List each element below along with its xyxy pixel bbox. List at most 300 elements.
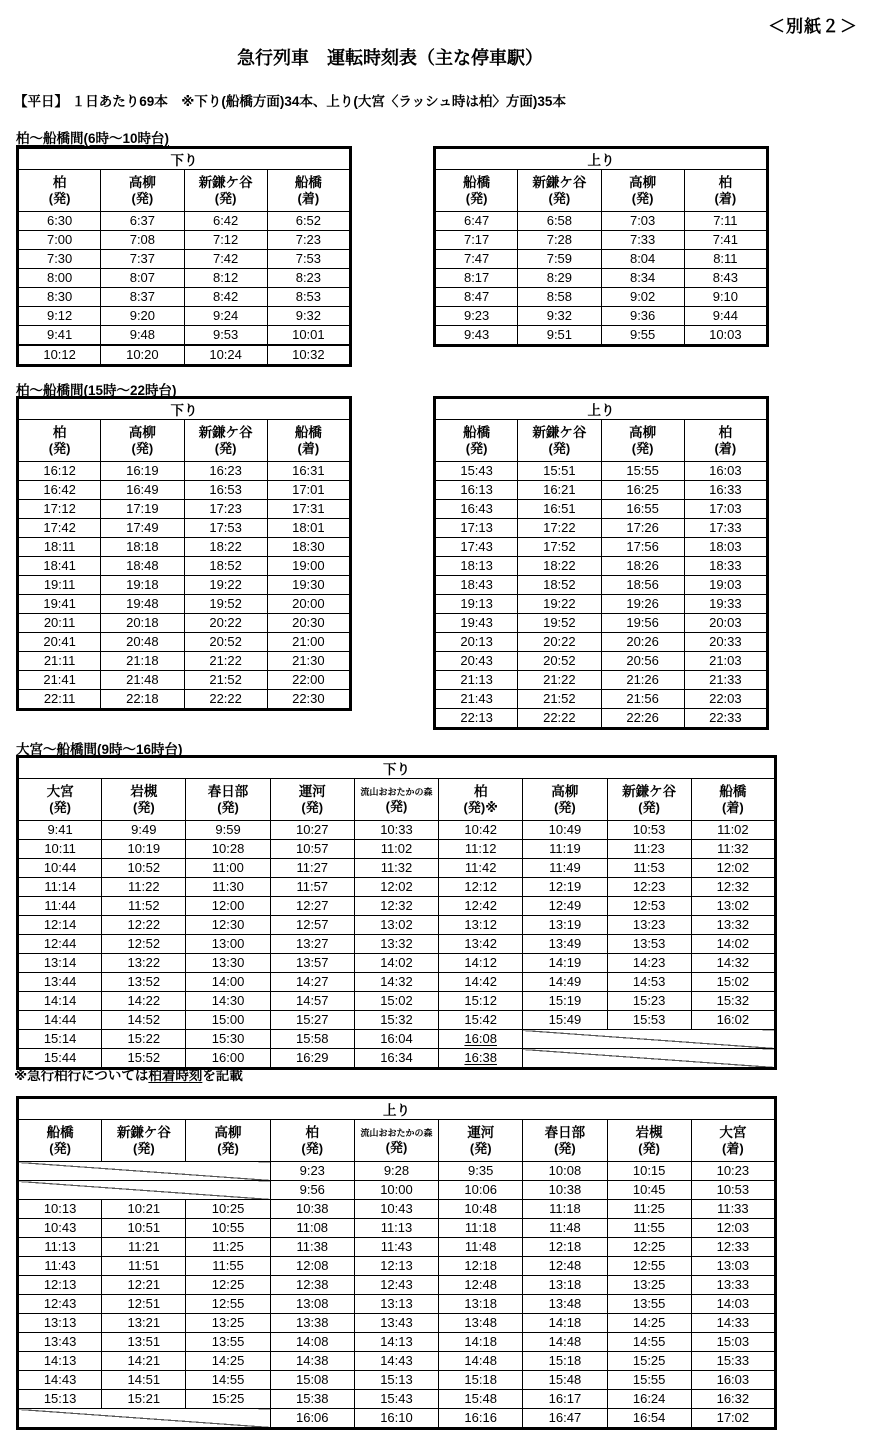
timetable-row bbox=[18, 269, 351, 288]
time-cell: 14:43 bbox=[18, 1371, 102, 1390]
time-cell: 15:13 bbox=[354, 1371, 438, 1390]
time-cell: 14:13 bbox=[18, 1352, 102, 1371]
time-cell: 7:42 bbox=[184, 250, 267, 269]
time-cell: 11:08 bbox=[270, 1219, 354, 1238]
time-cell: 12:22 bbox=[102, 916, 186, 935]
time-cell: 12:25 bbox=[607, 1238, 691, 1257]
station-name: 運河 bbox=[298, 783, 326, 799]
timetable-row bbox=[18, 614, 351, 633]
station-name: 岩槻 bbox=[635, 1124, 663, 1140]
time-cell: 21:13 bbox=[435, 671, 518, 690]
time-cell: 12:19 bbox=[523, 878, 607, 897]
time-cell: 11:13 bbox=[354, 1219, 438, 1238]
time-cell: 14:02 bbox=[354, 954, 438, 973]
time-cell: 13:13 bbox=[18, 1314, 102, 1333]
timetable-row bbox=[18, 859, 776, 878]
time-cell: 21:43 bbox=[435, 690, 518, 709]
time-cell: 11:48 bbox=[523, 1219, 607, 1238]
direction-header: 下り bbox=[18, 757, 776, 779]
time-cell: 10:24 bbox=[184, 345, 267, 366]
station-header bbox=[691, 779, 775, 821]
time-cell: 10:53 bbox=[607, 821, 691, 840]
time-cell: 10:48 bbox=[439, 1200, 523, 1219]
station-name: 大宮 bbox=[46, 783, 74, 799]
time-cell: 19:56 bbox=[601, 614, 684, 633]
time-cell: 8:04 bbox=[601, 250, 684, 269]
station-header bbox=[435, 420, 518, 462]
station-name: 高柳 bbox=[128, 174, 156, 190]
station-dep-arr-note: (発) bbox=[548, 441, 571, 457]
station-name: 柏 bbox=[305, 1124, 320, 1140]
time-cell: 8:30 bbox=[18, 288, 101, 307]
time-cell: 22:18 bbox=[101, 690, 184, 710]
time-cell: 20:33 bbox=[684, 633, 767, 652]
time-cell: 11:00 bbox=[186, 859, 270, 878]
time-cell: 12:33 bbox=[691, 1238, 775, 1257]
station-name: 春日部 bbox=[207, 783, 249, 799]
time-cell: 8:11 bbox=[684, 250, 767, 269]
kashiwa-arrival-note bbox=[14, 1064, 243, 1084]
time-cell: 17:53 bbox=[184, 519, 267, 538]
time-cell: 10:19 bbox=[102, 840, 186, 859]
timetable-row bbox=[435, 288, 768, 307]
time-cell: 13:55 bbox=[607, 1295, 691, 1314]
time-cell: 15:21 bbox=[102, 1390, 186, 1409]
time-cell: 12:02 bbox=[691, 859, 775, 878]
time-cell: 20:22 bbox=[184, 614, 267, 633]
time-cell: 11:52 bbox=[102, 897, 186, 916]
station-dep-arr-note: (着) bbox=[297, 441, 320, 457]
time-cell: 9:55 bbox=[601, 326, 684, 346]
station-name: 流山おおたかの森 bbox=[360, 786, 433, 797]
timetable-row bbox=[435, 269, 768, 288]
station-name: 船橋 bbox=[46, 1124, 74, 1140]
time-cell: 11:21 bbox=[102, 1238, 186, 1257]
time-cell: 18:30 bbox=[267, 538, 350, 557]
time-cell: 11:25 bbox=[186, 1238, 270, 1257]
time-cell: 9:41 bbox=[18, 326, 101, 346]
station-dep-arr-note: (発) bbox=[465, 191, 488, 207]
kashiwa-arrival-time-cell: 16:38 bbox=[439, 1049, 523, 1069]
time-cell: 10:55 bbox=[186, 1219, 270, 1238]
time-cell: 15:48 bbox=[523, 1371, 607, 1390]
station-name: 船橋 bbox=[294, 174, 322, 190]
timetable-row bbox=[435, 690, 768, 709]
time-cell: 15:27 bbox=[270, 1011, 354, 1030]
time-cell: 11:33 bbox=[691, 1200, 775, 1219]
time-cell: 21:52 bbox=[518, 690, 601, 709]
time-cell: 14:42 bbox=[439, 973, 523, 992]
time-cell: 17:01 bbox=[267, 481, 350, 500]
station-dep-arr-note: (発) bbox=[631, 441, 654, 457]
station-dep-arr-note: (着) bbox=[714, 441, 737, 457]
note-prefix: ※急行柏行については bbox=[14, 1068, 149, 1083]
time-cell: 20:43 bbox=[435, 652, 518, 671]
station-name: 新鎌ケ谷 bbox=[198, 174, 253, 190]
station-header bbox=[102, 779, 186, 821]
timetable-row bbox=[435, 250, 768, 269]
time-cell: 22:22 bbox=[184, 690, 267, 710]
time-cell: 11:23 bbox=[607, 840, 691, 859]
time-cell: 21:03 bbox=[684, 652, 767, 671]
time-cell: 20:48 bbox=[101, 633, 184, 652]
time-cell: 8:53 bbox=[267, 288, 350, 307]
kashiwa-arrival-time-cell: 16:08 bbox=[439, 1030, 523, 1049]
station-name: 新鎌ケ谷 bbox=[198, 424, 253, 440]
time-cell: 16:24 bbox=[607, 1390, 691, 1409]
time-cell: 10:43 bbox=[18, 1219, 102, 1238]
time-cell: 11:55 bbox=[186, 1257, 270, 1276]
station-header bbox=[101, 170, 184, 212]
station-name: 柏 bbox=[718, 424, 733, 440]
time-cell: 6:58 bbox=[518, 212, 601, 231]
time-cell: 11:38 bbox=[270, 1238, 354, 1257]
time-cell: 19:13 bbox=[435, 595, 518, 614]
station-dep-arr-note: (発) bbox=[469, 1141, 492, 1157]
time-cell: 8:58 bbox=[518, 288, 601, 307]
timetable-row bbox=[18, 1409, 776, 1429]
timetable-row bbox=[18, 1181, 776, 1200]
timetable-row bbox=[18, 973, 776, 992]
timetable-row bbox=[435, 671, 768, 690]
station-dep-arr-note: (発) bbox=[49, 1141, 71, 1157]
station-name: 柏 bbox=[52, 174, 67, 190]
time-cell: 15:58 bbox=[270, 1030, 354, 1049]
time-cell: 15:52 bbox=[102, 1049, 186, 1069]
timetable-row bbox=[18, 935, 776, 954]
time-cell: 10:23 bbox=[691, 1162, 775, 1181]
time-cell: 17:13 bbox=[435, 519, 518, 538]
timetable-row bbox=[18, 1371, 776, 1390]
timetable-row bbox=[18, 288, 351, 307]
station-name: 新鎌ケ谷 bbox=[532, 424, 587, 440]
time-cell: 15:08 bbox=[270, 1371, 354, 1390]
time-cell: 18:11 bbox=[18, 538, 101, 557]
station-header bbox=[270, 779, 354, 821]
time-cell: 11:53 bbox=[607, 859, 691, 878]
time-cell: 15:12 bbox=[439, 992, 523, 1011]
time-cell: 19:52 bbox=[518, 614, 601, 633]
time-cell: 9:23 bbox=[270, 1162, 354, 1181]
time-cell: 10:06 bbox=[439, 1181, 523, 1200]
time-cell: 12:08 bbox=[270, 1257, 354, 1276]
time-cell: 9:35 bbox=[439, 1162, 523, 1181]
time-cell: 19:41 bbox=[18, 595, 101, 614]
time-cell: 18:41 bbox=[18, 557, 101, 576]
time-cell: 15:18 bbox=[523, 1352, 607, 1371]
time-cell: 14:03 bbox=[691, 1295, 775, 1314]
time-cell: 16:21 bbox=[518, 481, 601, 500]
time-cell: 16:49 bbox=[101, 481, 184, 500]
time-cell: 13:03 bbox=[691, 1257, 775, 1276]
section-label-omiya-funabashi: 大宮～船橋間(9時～16時台) bbox=[16, 742, 183, 757]
station-dep-arr-note: (着) bbox=[722, 800, 744, 816]
time-cell: 11:57 bbox=[270, 878, 354, 897]
time-cell: 8:37 bbox=[101, 288, 184, 307]
time-cell: 15:55 bbox=[607, 1371, 691, 1390]
station-dep-arr-note: (発) bbox=[131, 441, 154, 457]
time-cell: 15:13 bbox=[18, 1390, 102, 1409]
time-cell: 11:02 bbox=[354, 840, 438, 859]
timetable-row bbox=[18, 1314, 776, 1333]
time-cell: 9:10 bbox=[684, 288, 767, 307]
station-dep-arr-note: (発) bbox=[132, 1141, 155, 1157]
timetable-row bbox=[18, 595, 351, 614]
time-cell: 13:43 bbox=[354, 1314, 438, 1333]
time-cell: 21:22 bbox=[184, 652, 267, 671]
attachment-tag: ＜別紙２＞ bbox=[768, 17, 858, 36]
timetable-row bbox=[18, 519, 351, 538]
time-cell: 12:23 bbox=[607, 878, 691, 897]
time-cell: 14:38 bbox=[270, 1352, 354, 1371]
time-cell: 11:02 bbox=[691, 821, 775, 840]
no-service-slash-cell bbox=[523, 1049, 776, 1069]
time-cell: 12:21 bbox=[102, 1276, 186, 1295]
time-cell: 20:22 bbox=[518, 633, 601, 652]
time-cell: 9:02 bbox=[601, 288, 684, 307]
time-cell: 9:24 bbox=[184, 307, 267, 326]
time-cell: 14:12 bbox=[439, 954, 523, 973]
time-cell: 21:33 bbox=[684, 671, 767, 690]
no-service-slash-cell bbox=[18, 1162, 271, 1181]
time-cell: 11:48 bbox=[439, 1238, 523, 1257]
time-cell: 16:29 bbox=[270, 1049, 354, 1069]
time-cell: 20:13 bbox=[435, 633, 518, 652]
time-cell: 7:41 bbox=[684, 231, 767, 250]
time-cell: 15:23 bbox=[607, 992, 691, 1011]
time-cell: 16:53 bbox=[184, 481, 267, 500]
station-name: 高柳 bbox=[629, 424, 657, 440]
time-cell: 10:38 bbox=[523, 1181, 607, 1200]
time-cell: 10:28 bbox=[186, 840, 270, 859]
station-name: 高柳 bbox=[629, 174, 657, 190]
station-header bbox=[607, 1120, 691, 1162]
time-cell: 8:07 bbox=[101, 269, 184, 288]
time-cell: 14:18 bbox=[523, 1314, 607, 1333]
time-cell: 9:43 bbox=[435, 326, 518, 346]
time-cell: 16:19 bbox=[101, 462, 184, 481]
time-cell: 11:43 bbox=[18, 1257, 102, 1276]
time-cell: 15:33 bbox=[691, 1352, 775, 1371]
station-dep-arr-note: (発) bbox=[217, 1141, 239, 1157]
time-cell: 12:48 bbox=[523, 1257, 607, 1276]
time-cell: 21:22 bbox=[518, 671, 601, 690]
station-dep-arr-note: (発) bbox=[554, 800, 576, 816]
time-cell: 12:57 bbox=[270, 916, 354, 935]
direction-header: 上り bbox=[18, 1098, 776, 1120]
table-omiya-funabashi-down bbox=[16, 755, 777, 1070]
time-cell: 18:22 bbox=[184, 538, 267, 557]
time-cell: 16:32 bbox=[691, 1390, 775, 1409]
station-dep-arr-note: (着) bbox=[714, 191, 737, 207]
station-header bbox=[523, 779, 607, 821]
timetable bbox=[433, 146, 769, 347]
time-cell: 14:25 bbox=[186, 1352, 270, 1371]
time-cell: 16:02 bbox=[691, 1011, 775, 1030]
timetable-row bbox=[18, 500, 351, 519]
time-cell: 13:22 bbox=[102, 954, 186, 973]
time-cell: 10:20 bbox=[101, 345, 184, 366]
time-cell: 17:12 bbox=[18, 500, 101, 519]
station-dep-arr-note: (着) bbox=[297, 191, 320, 207]
time-cell: 22:13 bbox=[435, 709, 518, 729]
time-cell: 12:43 bbox=[354, 1276, 438, 1295]
time-cell: 15:02 bbox=[691, 973, 775, 992]
time-cell: 14:33 bbox=[691, 1314, 775, 1333]
time-cell: 9:51 bbox=[518, 326, 601, 346]
station-header bbox=[186, 1120, 270, 1162]
time-cell: 13:33 bbox=[691, 1276, 775, 1295]
time-cell: 17:03 bbox=[684, 500, 767, 519]
time-cell: 10:44 bbox=[18, 859, 102, 878]
station-header bbox=[101, 420, 184, 462]
time-cell: 20:52 bbox=[184, 633, 267, 652]
station-name: 船橋 bbox=[294, 424, 322, 440]
station-name: 春日部 bbox=[544, 1124, 586, 1140]
time-cell: 19:30 bbox=[267, 576, 350, 595]
timetable-row bbox=[435, 538, 768, 557]
time-cell: 12:30 bbox=[186, 916, 270, 935]
time-cell: 14:02 bbox=[691, 935, 775, 954]
station-header bbox=[18, 420, 101, 462]
station-name: 大宮 bbox=[719, 1124, 747, 1140]
time-cell: 13:44 bbox=[18, 973, 102, 992]
time-cell: 15:42 bbox=[439, 1011, 523, 1030]
time-cell: 7:00 bbox=[18, 231, 101, 250]
timetable-row bbox=[435, 652, 768, 671]
station-dep-arr-note: (発) bbox=[554, 1141, 576, 1157]
timetable bbox=[433, 396, 769, 730]
timetable-row bbox=[18, 345, 351, 366]
station-header bbox=[607, 779, 691, 821]
time-cell: 15:49 bbox=[523, 1011, 607, 1030]
time-cell: 13:00 bbox=[186, 935, 270, 954]
time-cell: 20:03 bbox=[684, 614, 767, 633]
timetable-row bbox=[18, 1352, 776, 1371]
timetable-row bbox=[18, 633, 351, 652]
time-cell: 13:51 bbox=[102, 1333, 186, 1352]
station-name: 流山おおたかの森 bbox=[360, 1127, 433, 1138]
station-name: 運河 bbox=[467, 1124, 495, 1140]
timetable-row bbox=[18, 538, 351, 557]
time-cell: 13:57 bbox=[270, 954, 354, 973]
station-header bbox=[518, 420, 601, 462]
time-cell: 14:49 bbox=[523, 973, 607, 992]
time-cell: 20:00 bbox=[267, 595, 350, 614]
time-cell: 22:22 bbox=[518, 709, 601, 729]
station-name: 高柳 bbox=[214, 1124, 242, 1140]
time-cell: 11:12 bbox=[439, 840, 523, 859]
timetable-row bbox=[18, 652, 351, 671]
time-cell: 16:03 bbox=[691, 1371, 775, 1390]
time-cell: 11:51 bbox=[102, 1257, 186, 1276]
time-cell: 6:30 bbox=[18, 212, 101, 231]
station-dep-arr-note: (発)※ bbox=[463, 800, 498, 816]
time-cell: 12:25 bbox=[186, 1276, 270, 1295]
time-cell: 16:25 bbox=[601, 481, 684, 500]
station-dep-arr-note: (発) bbox=[465, 441, 488, 457]
station-header bbox=[439, 779, 523, 821]
time-cell: 16:34 bbox=[354, 1049, 438, 1069]
time-cell: 17:26 bbox=[601, 519, 684, 538]
time-cell: 7:37 bbox=[101, 250, 184, 269]
time-cell: 18:33 bbox=[684, 557, 767, 576]
time-cell: 8:42 bbox=[184, 288, 267, 307]
station-name: 高柳 bbox=[551, 783, 579, 799]
time-cell: 11:14 bbox=[18, 878, 102, 897]
station-name: 船橋 bbox=[463, 424, 491, 440]
station-dep-arr-note: (発) bbox=[131, 191, 154, 207]
station-header bbox=[601, 420, 684, 462]
time-cell: 20:56 bbox=[601, 652, 684, 671]
station-header bbox=[439, 1120, 523, 1162]
time-cell: 12:27 bbox=[270, 897, 354, 916]
time-cell: 10:32 bbox=[267, 345, 350, 366]
time-cell: 14:55 bbox=[607, 1333, 691, 1352]
time-cell: 14:55 bbox=[186, 1371, 270, 1390]
time-cell: 19:52 bbox=[184, 595, 267, 614]
time-cell: 17:52 bbox=[518, 538, 601, 557]
time-cell: 11:49 bbox=[523, 859, 607, 878]
station-name: 新鎌ケ谷 bbox=[622, 783, 677, 799]
time-cell: 21:56 bbox=[601, 690, 684, 709]
time-cell: 8:17 bbox=[435, 269, 518, 288]
timetable-row bbox=[435, 633, 768, 652]
station-header bbox=[691, 1120, 775, 1162]
timetable bbox=[16, 146, 352, 367]
timetable-row bbox=[18, 1162, 776, 1181]
station-dep-arr-note: (発) bbox=[49, 800, 71, 816]
timetable-row bbox=[435, 500, 768, 519]
time-cell: 13:13 bbox=[354, 1295, 438, 1314]
time-cell: 12:32 bbox=[691, 878, 775, 897]
time-cell: 15:00 bbox=[186, 1011, 270, 1030]
time-cell: 11:30 bbox=[186, 878, 270, 897]
time-cell: 12:03 bbox=[691, 1219, 775, 1238]
time-cell: 14:48 bbox=[523, 1333, 607, 1352]
station-name: 岩槻 bbox=[130, 783, 158, 799]
station-header bbox=[270, 1120, 354, 1162]
time-cell: 18:26 bbox=[601, 557, 684, 576]
time-cell: 13:43 bbox=[18, 1333, 102, 1352]
time-cell: 12:18 bbox=[523, 1238, 607, 1257]
time-cell: 18:52 bbox=[518, 576, 601, 595]
time-cell: 14:44 bbox=[18, 1011, 102, 1030]
timetable-row bbox=[18, 897, 776, 916]
time-cell: 13:12 bbox=[439, 916, 523, 935]
time-cell: 13:55 bbox=[186, 1333, 270, 1352]
time-cell: 14:43 bbox=[354, 1352, 438, 1371]
time-cell: 13:32 bbox=[691, 916, 775, 935]
station-header bbox=[684, 420, 767, 462]
time-cell: 19:11 bbox=[18, 576, 101, 595]
time-cell: 20:11 bbox=[18, 614, 101, 633]
time-cell: 16:43 bbox=[435, 500, 518, 519]
time-cell: 12:55 bbox=[186, 1295, 270, 1314]
time-cell: 9:32 bbox=[518, 307, 601, 326]
station-dep-arr-note: (発) bbox=[631, 191, 654, 207]
time-cell: 12:44 bbox=[18, 935, 102, 954]
time-cell: 13:18 bbox=[523, 1276, 607, 1295]
time-cell: 7:23 bbox=[267, 231, 350, 250]
time-cell: 14:18 bbox=[439, 1333, 523, 1352]
time-cell: 13:21 bbox=[102, 1314, 186, 1333]
time-cell: 15:14 bbox=[18, 1030, 102, 1049]
time-cell: 16:12 bbox=[18, 462, 101, 481]
time-cell: 6:42 bbox=[184, 212, 267, 231]
time-cell: 8:47 bbox=[435, 288, 518, 307]
station-dep-arr-note: (発) bbox=[385, 1139, 408, 1155]
